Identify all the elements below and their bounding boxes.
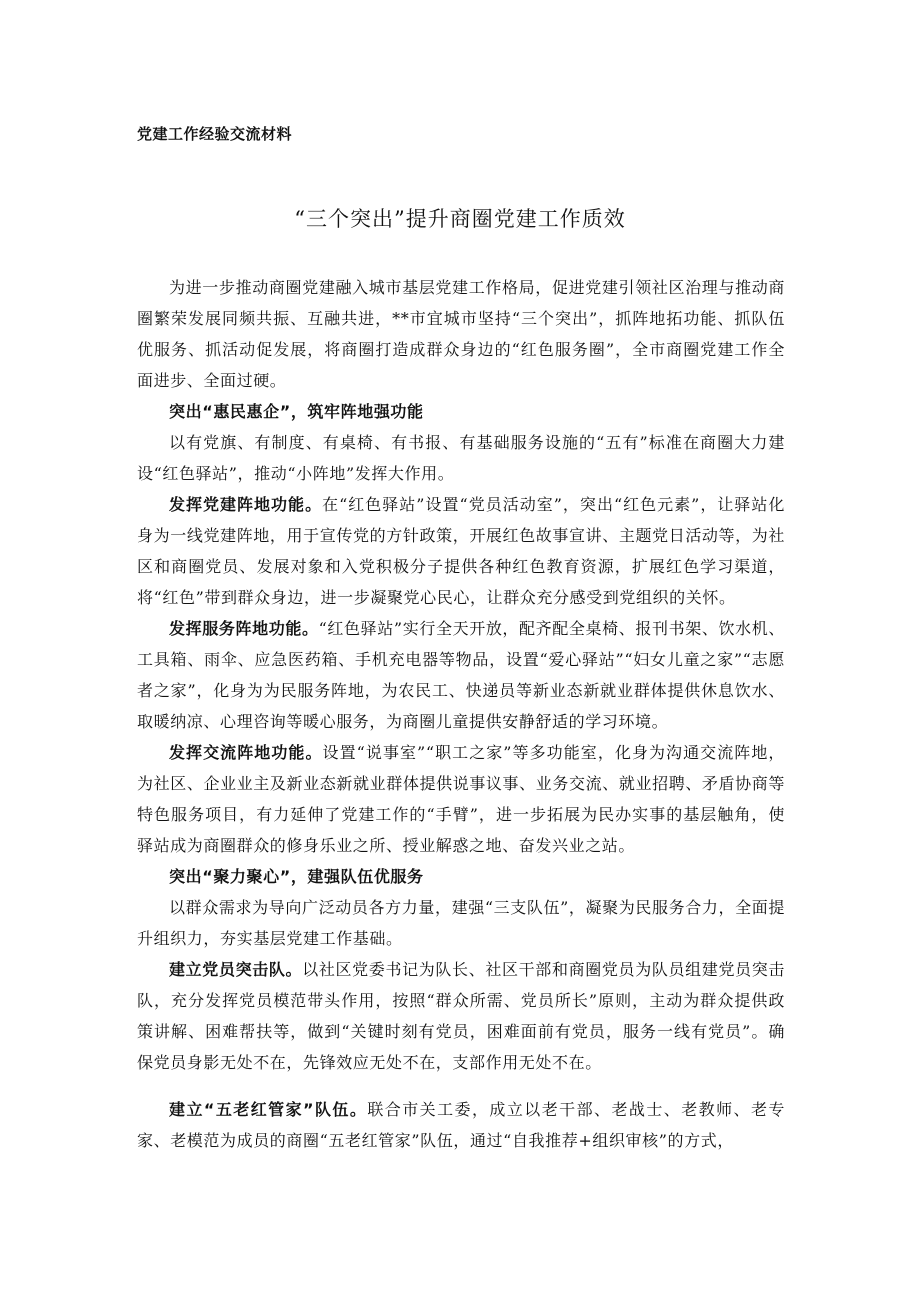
paragraph-text: 联合市关工委，成立以老干部、老战士、老教师、老专家、老模范为成员的商圈“五老红管家”队伍，通过“自我推荐+组织审核”的方式， (137, 1100, 786, 1150)
paragraph (137, 613, 785, 737)
document-title: “三个突出”提升商圈党建工作质效 (294, 207, 626, 231)
paragraph-text: 以社区党委书记为队长、社区干部和商圈党员为队员组建党员突击队，充分发挥党员模范带头作用，按照“群众所需、党员所长”原则，主动为群众提供政策讲解、困难帮扶等，做到“关键时刻有党员，困难面前有党员，服务一线有党员”。确保党员身影无处不在，先锋效应无处不在，支部作用无处不在。 (137, 960, 785, 1072)
paragraph-lead: 发挥党建阵地功能。 (169, 495, 323, 514)
section-summary-2: 以群众需求为导向广泛动员各方力量，建强“三支队伍”，凝聚为民服务合力，全面提升组织力，夯实基层党建工作基础。 (137, 898, 785, 948)
paragraph (137, 954, 785, 1078)
document-category-label: 党建工作经验交流材料 (137, 125, 293, 143)
paragraph (137, 737, 785, 861)
paragraph-text: “红色驿站”实行全天开放，配齐配全桌椅、报刊书架、饮水机、工具箱、雨伞、应急医药箱、手机充电器等物品，设置“爱心驿站”“妇女儿童之家”“志愿者之家”，化身为为民服务阵地，为农民工、快递员等新业态新就业群体提供休息饮水、取暖纳凉、心理咨询等暖心服务，为商圈儿童提供安静舒适的学习环境。 (137, 619, 785, 731)
paragraph-lead: 发挥服务阵地功能。 (169, 619, 319, 638)
paragraph-lead: 发挥交流阵地功能。 (169, 743, 323, 762)
paragraph-lead: 建立“五老红管家”队伍。 (169, 1100, 368, 1119)
section-heading-1: 突出“惠民惠企”，筑牢阵地强功能 (169, 402, 424, 421)
paragraph-lead: 建立党员突击队。 (169, 960, 303, 979)
paragraph (137, 489, 785, 613)
document-body (137, 272, 785, 1156)
section-heading-2: 突出“聚力聚心”，建强队伍优服务 (169, 867, 424, 886)
section-summary-1: 以有党旗、有制度、有桌椅、有书报、有基础服务设施的“五有”标准在商圈大力建设“红色驿站”，推动“小阵地”发挥大作用。 (137, 433, 785, 483)
paragraph-text: 在“红色驿站”设置“党员活动室”，突出“红色元素”，让驿站化身为一线党建阵地，用于宣传党的方针政策，开展红色故事宣讲、主题党日活动等，为社区和商圈党员、发展对象和入党积极分子提供各种红色教育资源，扩展红色学习渠道，将“红色”带到群众身边，进一步凝聚党心民心，让群众充分感受到党组织的关怀。 (137, 495, 785, 607)
intro-paragraph: 为进一步推动商圈党建融入城市基层党建工作格局，促进党建引领社区治理与推动商圈繁荣发展同频共振、互融共进，**市宜城市坚持“三个突出”，抓阵地拓功能、抓队伍优服务、抓活动促发展，将商圈打造成群众身边的“红色服务圈”，全市商圈党建工作全面进步、全面过硬。 (137, 278, 785, 390)
paragraph (137, 1094, 785, 1156)
paragraph-text: 设置“说事室”“职工之家”等多功能室，化身为沟通交流阵地，为社区、企业业主及新业态新就业群体提供说事议事、业务交流、就业招聘、矛盾协商等特色服务项目，有力延伸了党建工作的“手臂”，进一步拓展为民办实事的基层触角，使驿站成为商圈群众的修身乐业之所、授业解惑之地、奋发兴业之站。 (137, 743, 786, 855)
